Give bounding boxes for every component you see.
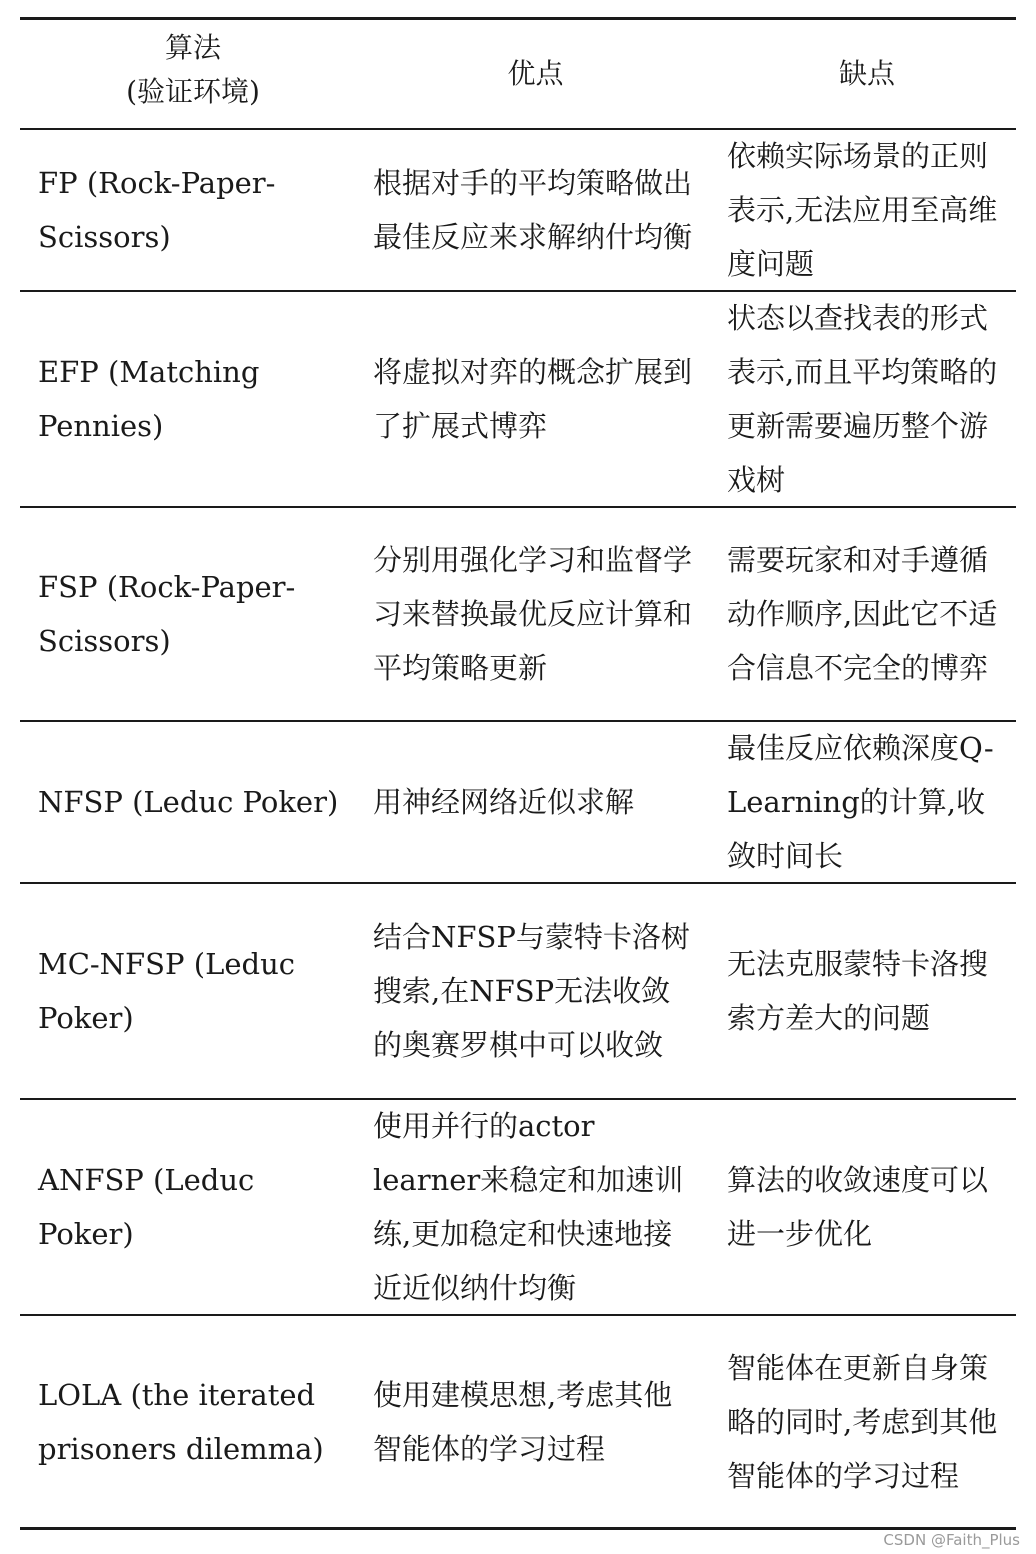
watermark: CSDN @Faith_Plus (883, 1531, 1020, 1549)
row-nfsp-algorithm (38, 722, 348, 882)
row-fsp-algorithm (38, 508, 348, 720)
row-lola-pros-text: 使用建模思想,考虑其他智能体的学习过程 (373, 1377, 673, 1466)
row-fsp-name: FSP (38, 570, 98, 604)
row-anfsp-cons (727, 1100, 1007, 1314)
row-efp-pros (373, 292, 698, 506)
row-fsp-pros-text: 分别用强化学习和监督学习来替换最优反应计算和平均策略更新 (373, 543, 693, 685)
row-anfsp-name: ANFSP (38, 1163, 144, 1197)
row-efp-algorithm (38, 292, 348, 506)
row-mcnfsp-cons (727, 884, 1007, 1098)
row-nfsp-cons-text: 最佳反应依赖深度Q-Learning的计算,收敛时间长 (727, 731, 994, 873)
row-lola-cons-text: 智能体在更新自身策略的同时,考虑到其他智能体的学习过程 (727, 1350, 998, 1493)
row-efp-cons-text: 状态以查找表的形式表示,而且平均策略的更新需要遍历整个游戏树 (727, 301, 998, 497)
row-lola-algorithm (38, 1316, 348, 1527)
header-pros: 优点 (507, 57, 564, 90)
header-cons: 缺点 (838, 57, 895, 90)
header-algorithm (38, 26, 348, 114)
row-lola-cons (727, 1316, 1007, 1527)
row-fp-cons-text: 依赖实际场景的正则表示,无法应用至高维度问题 (727, 139, 998, 281)
row-anfsp-pros (373, 1100, 698, 1314)
row-efp-env: (Matching Pennies) (38, 355, 260, 443)
row-fp-env: (Rock-Paper-Scissors) (38, 166, 276, 254)
row-anfsp-env: (Leduc Poker) (38, 1163, 255, 1251)
table-top-rule (20, 17, 1016, 20)
row-mcnfsp-algorithm (38, 884, 348, 1098)
row-fsp-env: (Rock-Paper-Scissors) (38, 570, 296, 658)
row-anfsp-cons-text: 算法的收敛速度可以进一步优化 (727, 1163, 989, 1251)
row-efp-cons (727, 292, 1007, 506)
row-fp-cons (727, 130, 1007, 290)
row-efp-pros-text: 将虚拟对弈的概念扩展到了扩展式博弈 (373, 355, 693, 443)
row-fp-pros (373, 130, 698, 290)
row-mcnfsp-name: MC-NFSP (38, 947, 185, 981)
row-fp-name: FP (38, 166, 78, 200)
row-anfsp-algorithm (38, 1100, 348, 1314)
row-fsp-pros (373, 508, 698, 720)
row-fp-pros-text: 根据对手的平均策略做出最佳反应来求解纳什均衡 (373, 166, 693, 254)
row-fsp-cons-text: 需要玩家和对手遵循动作顺序,因此它不适合信息不完全的博弈 (727, 543, 998, 685)
row-nfsp-cons (727, 722, 1007, 882)
row-nfsp-pros (373, 722, 698, 882)
row-mcnfsp-pros (373, 884, 698, 1098)
header-env-label: (验证环境) (126, 75, 260, 108)
row-nfsp-name: NFSP (38, 785, 123, 819)
row-nfsp-pros-text: 用神经网络近似求解 (373, 785, 635, 819)
row-mcnfsp-env: (Leduc Poker) (38, 947, 295, 1035)
row-mcnfsp-cons-text: 无法克服蒙特卡洛搜索方差大的问题 (727, 947, 989, 1035)
row-lola-pros (373, 1316, 698, 1527)
row-fsp-cons (727, 508, 1007, 720)
row-fp-algorithm (38, 130, 348, 290)
table-bottom-rule (20, 1527, 1016, 1530)
row-anfsp-pros-text: 使用并行的actor learner来稳定和加速训练,更加稳定和快速地接近近似纳什均衡 (373, 1109, 684, 1305)
row-mcnfsp-pros-text: 结合NFSP与蒙特卡洛树搜索,在NFSP无法收敛的奥赛罗棋中可以收敛 (373, 920, 690, 1062)
row-efp-name: EFP (38, 355, 99, 389)
row-nfsp-env: (Leduc Poker) (132, 785, 339, 819)
row-lola-name: LOLA (38, 1377, 122, 1412)
row-lola-env: (the iterated prisoners dilemma) (38, 1377, 324, 1466)
header-algorithm-label: 算法 (164, 31, 221, 64)
